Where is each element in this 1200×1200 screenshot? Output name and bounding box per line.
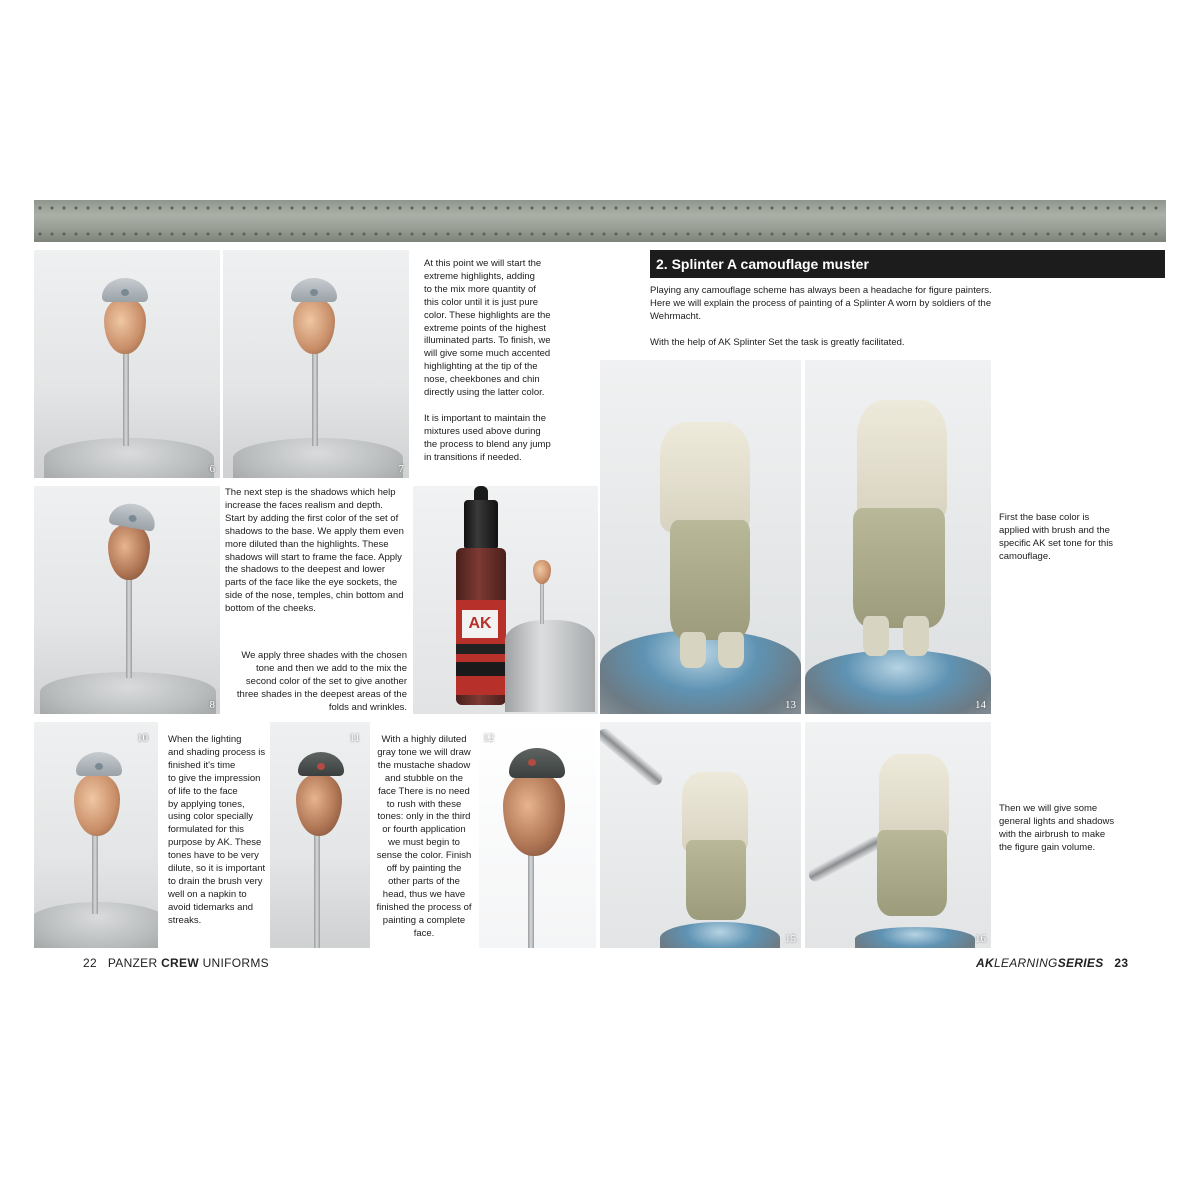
body-text-base-color: First the base color is applied with brush and the specific AK set tone for this camouflage.	[999, 512, 1114, 562]
photo-number: 14	[975, 699, 986, 711]
body-text-tones: When the lighting and shading process is finished it's time to give the impression of life to the face by applying tones, using color specially formulated for this purpose by AK. These tones have to be very dilute, so it is important to drain the brush very well on a napkin to avoid tidemarks and streaks.	[168, 734, 266, 926]
photo-6-head-highlights	[34, 250, 220, 478]
left-page-number: 22	[83, 956, 97, 970]
photo-10-head-tones	[34, 722, 158, 948]
series-name-part-1: AK	[976, 956, 994, 970]
display-base	[660, 922, 780, 948]
display-base	[805, 650, 991, 714]
body-text-extreme-highlights: At this point we will start the extreme highlights, adding to the mix more quantity of this color until it is just pure color. These highlights are the extreme points of the highest illuminated parts. To finish, we will give some much accented highlighting at the tip of the nose, cheekbones and chin directly using the latter color. It is important to maintain the mixtures used above during the process to blend any jump in transitions if needed.	[424, 258, 551, 463]
photo-15-figure-front-airbrush	[600, 722, 801, 948]
photo-number: 15	[785, 933, 796, 945]
display-base	[40, 672, 216, 714]
figure-trousers	[686, 840, 746, 920]
figure-jacket	[660, 422, 750, 532]
airbrush-tool	[806, 834, 883, 884]
field-cap	[509, 748, 565, 778]
display-base	[855, 927, 975, 948]
photo-14-figure-back-base-color	[805, 360, 991, 714]
right-page-number: 23	[1114, 956, 1129, 970]
figure-boot	[863, 616, 889, 656]
body-text-three-shades: We apply three shades with the chosen tone and then we add to the mix the second color of the set to give another three shades in the deepest areas of the folds and wrinkles.	[236, 650, 407, 713]
display-base	[233, 438, 403, 478]
figure-head	[293, 298, 335, 354]
pin-rod	[92, 834, 98, 914]
section-title: 2. Splinter A camouflage muster	[650, 250, 1165, 278]
photo-11-head-dark-cap	[270, 722, 370, 948]
pin-rod	[528, 850, 534, 948]
bottle-label	[456, 600, 506, 695]
photo-16-figure-back-airbrush	[805, 722, 991, 948]
book-title-part-2: CREW	[161, 956, 199, 970]
figure-head	[104, 298, 146, 354]
rivet-row-top	[34, 206, 1166, 210]
pin-rod	[314, 834, 320, 948]
series-name-part-2: LEARNING	[993, 956, 1058, 970]
photo-13-figure-front-base-color	[600, 360, 801, 714]
photo-7-head-extreme-highlights	[223, 250, 409, 478]
figure-boot	[718, 632, 744, 668]
figure-jacket	[857, 400, 947, 520]
series-name-part-3: SERIES	[1057, 956, 1104, 970]
field-cap	[102, 278, 148, 302]
ak-logo: AK	[462, 610, 498, 638]
figure-trousers	[877, 830, 947, 916]
riveted-metal-banner	[34, 200, 1166, 242]
field-cap	[291, 278, 337, 302]
body-text-stubble: With a highly diluted gray tone we will draw the mustache shadow and stubble on the face There is no need to rush with these tones: only in the third or fourth application we must begin to sense the color. Finish off by painting the other parts of the head, thus we have finished the process of painting a complete face.	[376, 734, 472, 939]
photo-number: 16	[975, 933, 986, 945]
figure-head	[74, 774, 120, 836]
photo-number: 13	[785, 699, 796, 711]
book-title-part-3: UNIFORMS	[198, 956, 269, 970]
photo-number: 6	[209, 463, 215, 475]
intro-text: Playing any camouflage scheme has always been a headache for figure painters. Here we will explain the process of painting of a Splinter A worn by soldiers of the Wehrmacht. With the help of AK Splinter Set the task is greatly facilitated.	[650, 285, 992, 348]
pin-rod	[312, 350, 318, 446]
book-title-part-1: PANZER	[107, 956, 162, 970]
photo-number: 10	[137, 732, 148, 744]
figure-jacket	[879, 754, 949, 840]
photo-8-head-shadows	[34, 486, 220, 714]
label-band	[456, 644, 506, 654]
left-page-footer	[83, 956, 269, 970]
label-band	[456, 662, 506, 676]
figure-trousers	[670, 520, 750, 640]
gray-cylinder-stand	[505, 620, 595, 712]
photo-number: 11	[349, 732, 360, 744]
field-cap	[76, 752, 122, 776]
right-page-footer	[976, 956, 1128, 970]
figure-trousers	[853, 508, 945, 628]
figure-boot	[680, 632, 706, 668]
field-cap	[298, 752, 344, 776]
body-text-shadows: The next step is the shadows which help increase the faces realism and depth. Start by adding the first color of the set of shadows to the base. We apply them even more diluted than the highlights. These shadows will start to frame the face. Apply the shadows to the deepest and lower parts of the face like the eye sockets, the side of the nose, temples, chin bottom and bottom of the cheeks.	[225, 487, 404, 615]
figure-head	[108, 524, 150, 580]
photo-number: 7	[398, 463, 404, 475]
body-text-airbrush: Then we will give some general lights and shadows with the airbrush to make the figure gain volume.	[999, 803, 1115, 853]
photo-number: 8	[209, 699, 215, 711]
figure-head	[503, 772, 565, 856]
display-base	[44, 438, 214, 478]
pin-rod	[123, 350, 129, 446]
rivet-row-bottom	[34, 232, 1166, 236]
photo-number: 12	[483, 732, 494, 744]
bottle-cap	[464, 500, 498, 550]
figure-head	[296, 774, 342, 836]
pin-rod	[126, 574, 132, 678]
pin-rod	[540, 580, 544, 624]
airbrush-tool	[600, 726, 665, 788]
photo-12-head-finished	[479, 722, 596, 948]
figure-boot	[903, 616, 929, 656]
